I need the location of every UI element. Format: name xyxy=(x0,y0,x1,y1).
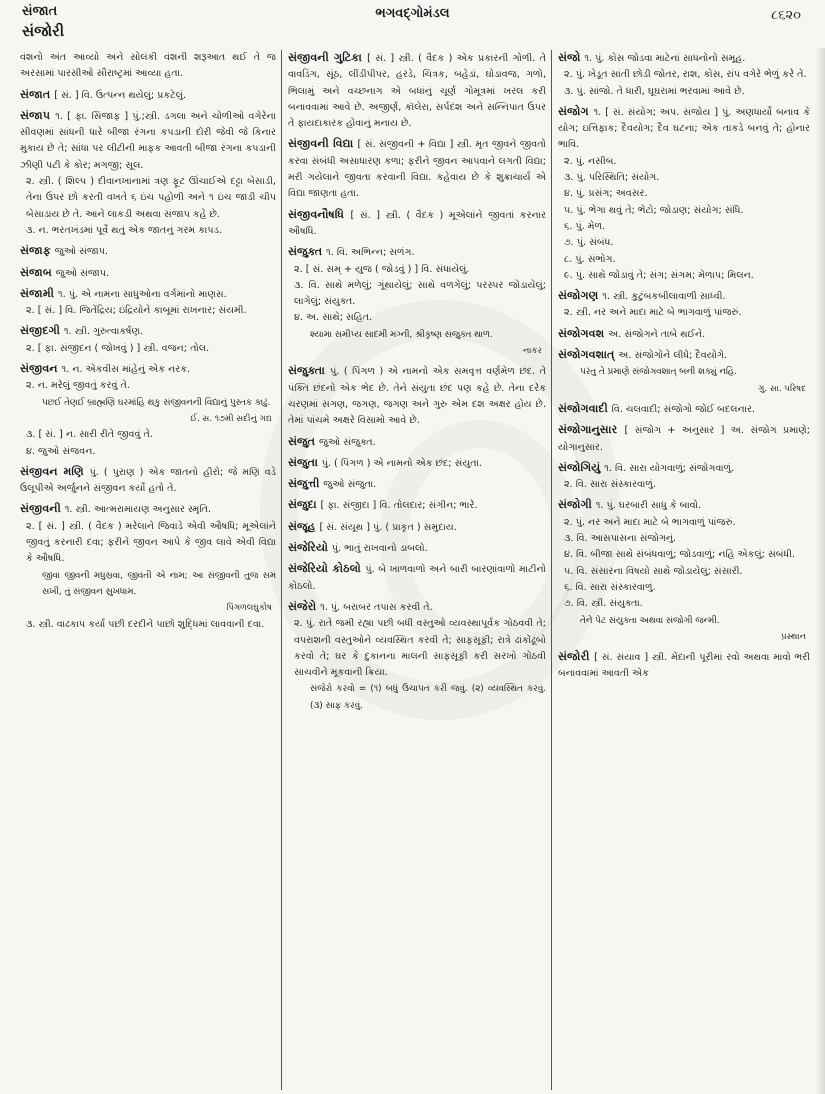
entry-sense: ૫. વિ. સંસારના વિષયો સાથે જોડાયેલું; સંસારી. xyxy=(564,565,743,577)
entry-sense: ૩. પું. સાંજો. તે ધારી, ઘૂઘરામાં ભરવામાં આવે છે. xyxy=(564,85,745,97)
entry-definition: ૧. પું. કોસ જોડવા માટેનાં સાધનોનો સમૂહ. xyxy=(584,53,746,64)
dictionary-entry xyxy=(288,497,546,514)
entry-definition: ૧. સ્ત્રી. આત્મરામાયણ અનુસાર સ્મૃતિ. xyxy=(64,504,212,516)
dictionary-entry xyxy=(558,497,810,645)
column-1 xyxy=(20,50,276,637)
entry-headword: સંજાફ xyxy=(20,244,55,258)
entry-definition: ૧. સ્ત્રી. કુટુંબકબીલાવાળી સાધ્વી. xyxy=(602,291,726,303)
entry-quotation: જીવા જીવની મધુસ્રવા, જીવંતી એ નામ; આ સંજીવની તુજ સમ સખી, તું સંજીવન સુખધામ. xyxy=(42,570,276,597)
entry-sense: ૨. સ્ત્રી. ( શિલ્પ ) દીવાનખાનામાં ત્રણ ફૂટ ઊંચાઈએ દટ્ટા બેસાડી, તેના ઉપર છો કરતી વખતે ૬ ઇંચ પહોળી અને ૧ ઇંચ જાડી ચીપ બેસાડાય છે તે. આને લાકડી અથવા સંજાપ કહે છે. xyxy=(26,176,276,220)
entry-definition: [ સં. ] સ્ત્રી. ( વૈદક ) એક પ્રકારની ગોળી. તે વાવડિંગ, સૂંઠ, લીંડીપીપર, હરડે, ચિત્રક, બહેડાં, ઘોડાવજ, ગળો, ભિલામું અને વચ્છનાગ એ બધાંનું ચૂર્ણ ગોમૂત્રમાં ખરલ કરી બનાવવામાં આવે છે. અજીર્ણ, કૉલેરા, સર્પદંશ અને સન્નિપાત ઉપર તે ફાયદાકારક હોવાનું મનાય છે. xyxy=(288,53,546,130)
quotation-source: નાકર xyxy=(522,346,542,357)
dictionary-entry xyxy=(20,501,276,632)
guide-word-last: સંજોરી xyxy=(22,22,65,40)
entry-definition: જુઓ સંજાપ. xyxy=(55,267,110,279)
entry-headword: સંજેરો xyxy=(288,599,321,613)
entry-sense: ૭. વિ. સ્ત્રી. સંયુક્તા. xyxy=(564,598,643,610)
entry-sense: ૪. વિ. બીજા સાથે સંબંધવાળું; જોડવાળું; નહિ એકલું; સંબંધી. xyxy=(564,549,795,561)
entry-headword: સંજીવની ગુટિકા xyxy=(288,51,368,64)
entry-sense: ૨. [ સં. ] સ્ત્રી. ( વૈદક ) મરેલાને જિવાડે એવી ઔષધિ; મૂએલાંને જીવતું કરનારી દવા; ફરીને જીવન આપે કે જીવ લાવે એવી વિદ્યા કે ઔષધિ. xyxy=(26,520,276,565)
entry-headword: સંજીવન xyxy=(20,362,62,376)
quotation-source: પિંગળલઘુકોષ xyxy=(226,603,272,614)
column-2 xyxy=(288,50,546,718)
dictionary-entry xyxy=(288,136,546,202)
dictionary-entry xyxy=(20,243,276,260)
column-divider xyxy=(281,50,282,1090)
entry-definition: પું. ( પિંગળ ) એ નામનો એક સમવૃત્ત વર્ણમેળ છંદ. તે પંક્તિ છંદનો એક ભેદ છે. તેને સંયુતા છંદ પણ કહે છે. તેના દરેક ચરણમાં સગણ, જગણ, જગણ અને ગુરુ એમ દશ અક્ષર હોય છે. તેમાં પાંચમે અક્ષરે વિસામો આવે છે. xyxy=(288,366,546,427)
entry-definition: પું. ( પિંગળ ) એ નામનો એક છંદ; સંયુતા. xyxy=(321,457,482,469)
entry-headword: સંજોગવશ xyxy=(558,326,609,340)
dictionary-entry xyxy=(558,288,810,322)
entry-headword: સંજોગિયું xyxy=(558,460,605,474)
dictionary-entry xyxy=(558,460,810,494)
dictionary-entry xyxy=(20,286,276,320)
dictionary-entry xyxy=(558,347,810,397)
entry-definition: [ સં. ] સ્ત્રી. ( વૈદક ) મૂએલાંને જીવતાં કરનાર ઔષધિ. xyxy=(288,209,546,237)
guide-word-first: સંજાત xyxy=(22,4,58,19)
entry-headword: સંજુત xyxy=(288,434,319,448)
dictionary-entry xyxy=(558,401,810,418)
entry-headword: સંજુત્તી xyxy=(288,477,324,491)
dictionary-entry xyxy=(20,108,276,239)
entry-headword: સંજામી xyxy=(20,286,58,300)
quotation-source: પ્રસ્થાન xyxy=(781,631,806,642)
entry-sense: ૩. વિ. સાથે મળેલું; ગૂંથાયેલું; સાથે વળગેલું; પરસ્પર જોડાયેલું; લાગેલું; સંયુક્ત. xyxy=(294,279,546,308)
entry-sense: ૪. અ. સાથે; સહિત. xyxy=(294,312,373,324)
entry-definition: ૧. [ સં. સંયોગ; અપ. સંજોય ] પું. અણધાર્યો બનાવ કે યોગ; ઇત્તિફાક; દૈવયોગ; દૈવ ઘટના; એક તાકડે બનવું તે; હોનાર ભાવિ. xyxy=(558,106,810,151)
entry-sense: ૨. પું. નર અને માદા માટે બે ભાગવાળું પાંજરું. xyxy=(564,516,736,528)
dictionary-entry xyxy=(288,476,546,493)
entry-definition: ૧. પું. ઘરબારી સાધુ કે બાવો. xyxy=(595,500,702,512)
entry-definition: [ સંજોગ + અનુસાર ] અ. સંજોગ પ્રમાણે; યોગાનુસાર. xyxy=(558,425,810,453)
dictionary-entry xyxy=(288,244,546,359)
entry-definition: ૧. પું. એ નામના સાધુઓના વર્ગમાંનો માણસ. xyxy=(57,288,227,300)
entry-sense: ૩. સ્ત્રી. વાઢકાપ કર્યા પછી દરદીને પાછો શુદ્ધિમાં લાવવાની દવા. xyxy=(26,618,265,630)
entry-quotation: પછઈ તેણઈ બ્રાહ્મણિં ઘરમાંહિ થકુ સંજીવનની વિદ્યાનું પુસ્તક કાઢું. xyxy=(42,397,271,408)
entry-headword: સંજાત xyxy=(20,87,55,101)
entry-sense: ૨. વિ. સારા સંસ્કારવાળું. xyxy=(564,479,656,491)
dictionary-entry xyxy=(558,649,810,683)
dictionary-entry xyxy=(288,599,546,714)
entry-definition: પું. ભાતું રાખવાનો ડાબલો. xyxy=(331,543,428,555)
entry-headword: સંજુક્ત xyxy=(288,245,327,259)
entry-definition: ૧. [ ફા. સિંજાફ ] પું.;સ્ત્રી. ડગલા અને ચોળીઓ વગેરેના સીવણમાં સાંધની ધારે બીજા રંગના કપડાની દોરી જેવી જે કિનાર મુકાય છે તે; સાંધા પર લીટીની માફક આવતી બીજા રંગના કપડાની ઝીણી પટી કે કોર; મગજી; સૂલ. xyxy=(20,110,276,171)
entry-definition: પું. બે ખાળવાળો અને બારી બારણાંવાળો માટીનો કોઠલો. xyxy=(288,564,547,592)
entry-sense: ૨. [ ફા. સંજીદન ( જોખવું ) ] સ્ત્રી. વજન; તોલ. xyxy=(26,342,210,354)
entry-definition: વિ. ચલવાદી; સંજોગો જોઈ બદલનાર. xyxy=(611,403,756,415)
entry-headword: સંજોરી xyxy=(558,650,595,664)
entry-headword: સંજીવની વિદ્યા xyxy=(288,137,358,151)
entry-sense: ૨. પું. રાતે જમી રહ્યા પછી બધી વસ્તુઓ વ્યવસ્થાપૂર્વક ગોઠવવી તે; વપરાશની વસ્તુઓને વ્યવસ્થિત કરવી તે; સાફસૂફી; રાત્રે ઢાંકોંઢૂંબો કરવો તે; ઘર કે દુકાનના માલની સાફસૂફી કરી સરખો ગોઠવી સાચવીને મૂકવાની ક્રિયા. xyxy=(294,618,546,679)
entry-sense: ૬. વિ. સારા સંસ્કારવાળું. xyxy=(564,581,656,593)
dictionary-entry xyxy=(558,326,810,343)
entry-definition: [ સં. સંયૂથ ] પું. ( પ્રાકૃત ) સમુદાય. xyxy=(319,521,457,533)
dictionary-title: ભગવદ્ગોમંડલ xyxy=(375,6,450,21)
entry-quotation: શ્યામા સમીપ્ય સાદમી મગ્ની, શ્રીકૃષ્ણ સંજુક્ત થાળ. xyxy=(310,329,493,340)
entry-headword: સંજુદા xyxy=(288,498,321,512)
dictionary-entry xyxy=(288,50,546,132)
entry-definition: [ સં. સંજીવની + વિદ્યા ] સ્ત્રી. મૃત જીવને જીવતો કરવા સંબંધી અસાધારણ કળા; ફરીને જીવન આપવાને લગતી વિદ્યા; મરી ગયેલાને જીવતા કરવાની વિદ્યા. કહેવાય છે કે શુક્રાચાર્ય એ વિદ્યા જાણતા હતા. xyxy=(288,139,546,200)
dictionary-entry xyxy=(20,323,276,357)
entry-headword: સંજીવનૌષધિ xyxy=(288,207,351,221)
entry-definition: [ સં. ] વિ. ઉત્પન્ન થયેલું; પ્રકટેલું. xyxy=(54,89,187,101)
entry-headword: સંજોગાનુસાર xyxy=(558,423,625,437)
dictionary-entry xyxy=(288,519,546,536)
entry-sense: ૮. પું. સંભોગ. xyxy=(564,253,616,265)
dictionary-entry xyxy=(288,207,546,241)
dictionary-entry xyxy=(288,540,546,557)
column-divider xyxy=(551,50,552,1090)
entry-headword: સંજોગવાદી xyxy=(558,401,612,415)
entry-headword: સંજોગણ xyxy=(558,289,603,303)
dictionary-entry xyxy=(288,363,546,429)
entry-headword: સંજાપ xyxy=(20,108,56,122)
entry-definition: પું. ( પુરાણ ) એક જાતનો હીરો; જે મણિ વડે ઉલૂપીએ અર્જુનને સંજીવન કર્યો હતો તે. xyxy=(20,466,276,495)
entry-headword: સંજોગ xyxy=(558,104,594,118)
dictionary-entry xyxy=(20,50,276,83)
page-number: ૮૬૨૦ xyxy=(771,8,801,23)
page-header xyxy=(0,0,825,48)
entry-sense: ૨. પું. નસીબ. xyxy=(564,155,617,167)
entry-definition: અ. સંજોગને તાબે થઈને. xyxy=(608,328,706,340)
entry-definition: ૧. વિ. સારા યોગવાળું; સંજોગવાળું. xyxy=(604,462,735,474)
entry-sense: ૨. પું. ખેડૂત સાંતી છોડી જોતર, રાશ, કોસ, રાંપ વગેરે ભેળું કરે તે. xyxy=(564,69,807,81)
entry-quotation: સંજેરો કરવો = (૧) બધું ઉચાપત કરી જવું. (૨) વ્યવસ્થિત કરવું. (૩) સાફ કરવું. xyxy=(310,684,546,711)
entry-sense: ૫. પું. ભેગા થવું તે; ભેટો; જોડાણ; સંયોગ; સંધિ. xyxy=(564,204,744,216)
entry-quotation: પરંતુ તે પ્રમાણે સંજોગવશાત્ બની શક્યું નહિ. xyxy=(580,367,737,378)
dictionary-entry xyxy=(558,422,810,456)
quotation-source: ઈ. સ. ૧૭મી સદીનું ગદ્ય xyxy=(190,413,272,424)
entry-definition: ૧. સ્ત્રી. ગુરુત્વાકર્ષણ. xyxy=(63,326,143,338)
dictionary-entry xyxy=(20,87,276,104)
entry-headword: સંજીવની xyxy=(20,502,65,516)
entry-sense: ૬. પું. મેળ. xyxy=(564,220,606,232)
entry-sense: ૨. [ સં. ] વિ. જિતેંદ્રિય; ઇંદ્રિયોને કાબૂમાં રાખનાર; સંયમી. xyxy=(26,305,247,317)
entry-headword: સંજોગી xyxy=(558,498,596,512)
entry-headword: સંજુતા xyxy=(288,455,322,469)
entry-headword: સંજેરિયો xyxy=(288,541,332,555)
entry-headword: સંજાબ xyxy=(20,265,56,279)
entry-headword: સંજૂહ xyxy=(288,519,320,533)
entry-definition: જુઓ સંજુતા. xyxy=(323,479,377,491)
entry-sense: ૪. પું. પ્રસંગ; અવસર. xyxy=(564,188,648,200)
entry-headword: સંજેરિયો કોઠલો xyxy=(288,562,366,576)
dictionary-entry xyxy=(20,265,276,282)
entry-sense: ૩. વિ. આસપાસના સંજોગનું. xyxy=(564,533,677,545)
entry-definition: જુઓ સંજુક્ત. xyxy=(318,436,376,448)
dictionary-entry xyxy=(558,50,810,100)
entry-sense: ૩. ન. ભરતખંડમાં પૂર્વે થતું એક જાતનું ગરમ કાપડ. xyxy=(26,224,222,236)
column-3 xyxy=(558,50,810,687)
entry-sense: ૨. ન. મરેલું જીવતું કરવું તે. xyxy=(26,380,130,392)
dictionary-entry xyxy=(20,464,276,498)
entry-sense: ૭. પું. સંબંધ. xyxy=(564,237,614,249)
entry-headword: સંજો xyxy=(558,51,585,64)
entry-definition: ૧. પું. બરાબર તપાસ કરવી તે. xyxy=(320,601,433,613)
page-edge-shadow xyxy=(815,48,825,1094)
dictionary-entry xyxy=(288,561,546,595)
quotation-source: ગુ. સા. પરિષદ xyxy=(758,383,806,394)
entry-sense: ૪. જુઓ સંજવન. xyxy=(26,445,96,457)
entry-definition: [ સં. સંયાવ ] સ્ત્રી. મેંદાની પૂરીમાં રવો અથવા માવો ભરી બનાવવામાં આવતી એક xyxy=(558,652,811,680)
entry-headword: સંજુક્તા xyxy=(288,364,331,378)
entry-quotation: તેને પેટ સંયુક્તા અથવા સંજોગી જન્મી. xyxy=(580,615,720,626)
entry-definition: ૧. વિ. અભિન્ન; સળંગ. xyxy=(326,247,415,259)
entry-definition: જુઓ સંજાપ. xyxy=(54,246,109,258)
entry-sense: ૨. સ્ત્રી. નર અને માદા માટે બે ભાગવાળું પાંજરું. xyxy=(564,307,742,319)
entry-definition: ૧. ન. એકવીસ માંહેનું એક નરક. xyxy=(61,364,191,376)
entry-headword: સંજીદગી xyxy=(20,324,64,338)
entry-definition: [ ફા. સંજીદા ] વિ. તોલદાર; સંગીન; ભારે. xyxy=(320,500,478,512)
dictionary-entry xyxy=(558,104,810,284)
entry-definition: અ. સંજોગોને લીધે; દૈવયોગે. xyxy=(618,350,728,362)
entry-sense: ૯. પું. સાથે જોડાવું તે; સંગ; સંગમ; મેળાપ; મિલન. xyxy=(564,269,754,281)
entry-continuation: વંશનો અંત આવ્યો અને સોલંકી વંશની શરૂઆત થઈ તે જ અરસામાં પારસીઓ સૌરાષ્ટ્રમાં આવ્યા હતા. xyxy=(20,52,276,80)
entry-sense: ૩. પું. પરિસ્થિતિ; સંયોગ. xyxy=(564,172,660,184)
entry-headword: સંજીવન મણિ xyxy=(20,464,90,478)
entry-sense: ૨. [ સં. સમ્ + યુજ ( જોડવું ) ] વિ. સંધાયેલું. xyxy=(294,263,470,275)
dictionary-entry xyxy=(288,434,546,451)
entry-sense: ૩. [ સં. ] ન. સારી રીતે જીવવું તે. xyxy=(26,429,153,441)
entry-headword: સંજોગવશાત્ xyxy=(558,348,619,362)
dictionary-entry xyxy=(288,455,546,472)
dictionary-entry xyxy=(20,361,276,460)
